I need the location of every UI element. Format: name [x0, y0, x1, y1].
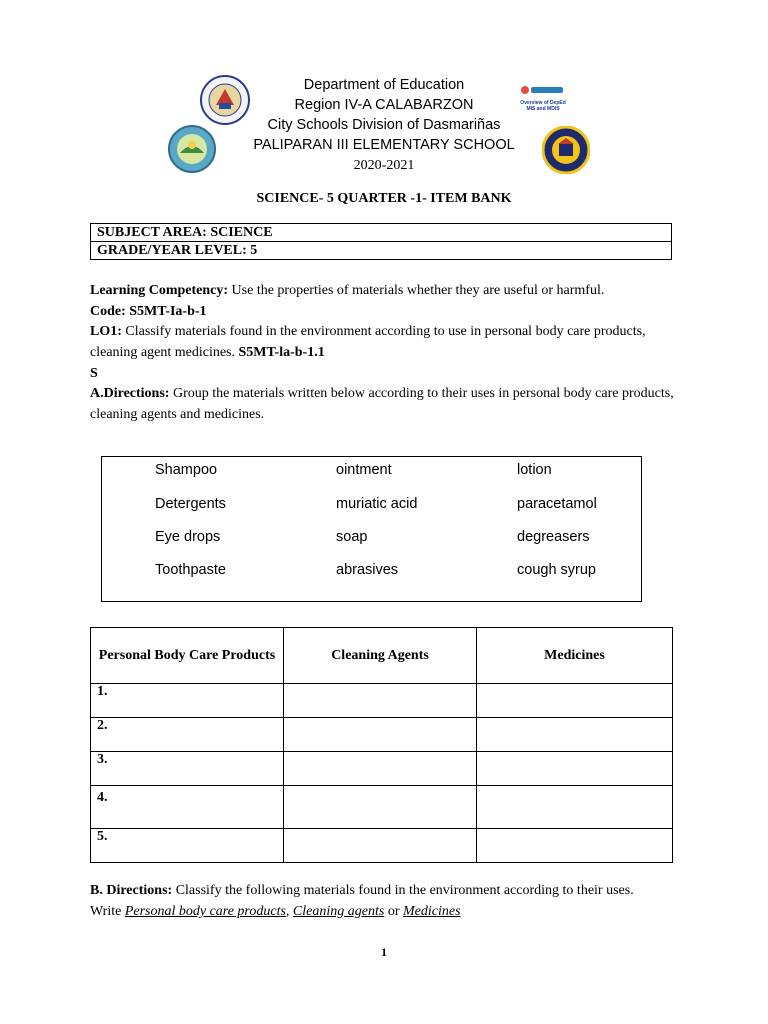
material-item: Eye drops: [155, 529, 221, 545]
directions-b-text: Classify the following materials found in the environment according to their uses.: [172, 883, 634, 898]
or-text: or: [384, 904, 403, 919]
answer-cell[interactable]: [477, 786, 673, 829]
material-item: muriatic acid: [336, 496, 418, 512]
page-number: 1: [381, 945, 387, 959]
lo1-code: S5MT-la-b-1.1: [238, 345, 325, 360]
code-text: Code: S5MT-Ia-b-1: [90, 304, 207, 319]
header-school: PALIPARAN III ELEMENTARY SCHOOL: [253, 137, 515, 153]
header-body-care: Personal Body Care Products: [91, 628, 284, 684]
badge-text: Overview of DepEd MIS and MDIS: [520, 100, 566, 112]
directions-a-text: Group the materials written below according to their uses in personal body care products, cleaning agents and medicines.: [90, 386, 674, 422]
write-text: Write: [90, 904, 125, 919]
answer-cell[interactable]: 5.: [91, 829, 284, 863]
header-division: City Schools Division of Dasmariñas: [267, 117, 501, 133]
option-body-care: Personal body care products: [124, 904, 286, 919]
material-item: Shampoo: [155, 462, 218, 478]
classification-table: [90, 627, 673, 863]
learning-objective: [90, 321, 690, 363]
directions-b-options: [90, 901, 690, 922]
competency-label: Learning Competency:: [90, 283, 229, 298]
page-title: SCIENCE- 5 QUARTER -1- ITEM BANK: [256, 191, 512, 206]
answer-cell[interactable]: [284, 684, 477, 718]
learning-competency: [90, 280, 690, 301]
materials-box: [101, 456, 642, 602]
competency-text: Use the properties of materials whether they are useful or harmful.: [228, 283, 605, 298]
directions-a: [90, 383, 690, 425]
header-cleaning: Cleaning Agents: [284, 628, 477, 684]
option-medicines: Medicines: [402, 904, 461, 919]
answer-cell[interactable]: [284, 752, 477, 786]
competency-code: [90, 301, 690, 322]
directions-b-label: B. Directions:: [90, 883, 173, 898]
material-item: lotion: [517, 462, 552, 478]
material-item: paracetamol: [517, 496, 597, 512]
answer-cell[interactable]: [477, 752, 673, 786]
answer-cell[interactable]: 2.: [91, 718, 284, 752]
header-department: Department of Education: [303, 77, 465, 93]
answer-cell[interactable]: [477, 718, 673, 752]
answer-cell[interactable]: 3.: [91, 752, 284, 786]
answer-cell[interactable]: 4.: [91, 786, 284, 829]
header-region: Region IV-A CALABARZON: [294, 97, 474, 113]
header-year: 2020-2021: [353, 158, 415, 173]
material-item: ointment: [336, 462, 392, 478]
material-item: Detergents: [155, 496, 226, 512]
option-cleaning: Cleaning agents: [292, 904, 385, 919]
answer-cell[interactable]: [477, 684, 673, 718]
stray-letter: [90, 363, 690, 384]
material-item: abrasives: [336, 562, 399, 578]
stray-text: S: [90, 366, 98, 381]
material-item: Toothpaste: [155, 562, 226, 578]
header-medicines: Medicines: [477, 628, 673, 684]
directions-a-label: A.Directions:: [90, 386, 170, 401]
directions-b: [90, 880, 690, 901]
answer-cell[interactable]: [284, 786, 477, 829]
lo1-label: LO1:: [90, 324, 122, 339]
subject-area: SUBJECT AREA: SCIENCE: [91, 224, 672, 242]
answer-cell[interactable]: 1.: [91, 684, 284, 718]
material-item: cough syrup: [517, 562, 596, 578]
answer-cell[interactable]: [477, 829, 673, 863]
answer-cell[interactable]: [284, 718, 477, 752]
answer-cell[interactable]: [284, 829, 477, 863]
comma-text: ,: [285, 904, 293, 919]
info-table: [90, 223, 672, 260]
grade-level: GRADE/YEAR LEVEL: 5: [91, 242, 672, 260]
material-item: soap: [336, 529, 368, 545]
material-item: degreasers: [517, 529, 590, 545]
lo1-text: Classify materials found in the environment according to use in personal body care products, cleaning agent medicines.: [90, 324, 646, 360]
